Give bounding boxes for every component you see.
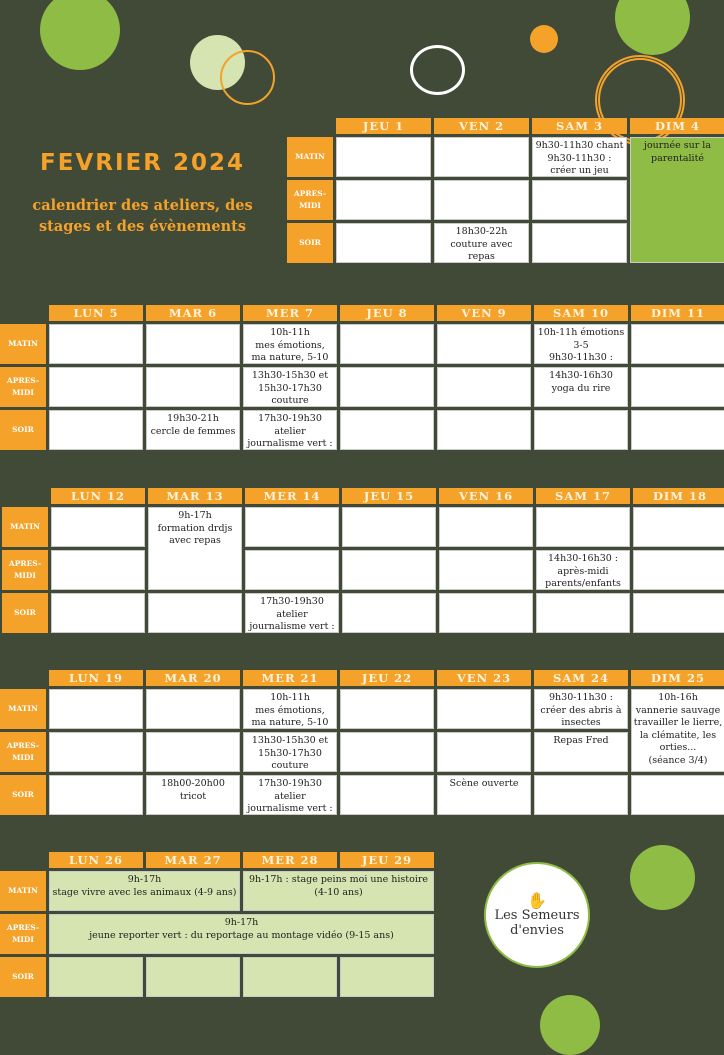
empty-cell[interactable] — [534, 410, 628, 450]
slot-label: SOIR — [0, 410, 46, 450]
empty-cell[interactable] — [336, 180, 431, 220]
empty-cell[interactable] — [342, 550, 436, 590]
empty-cell[interactable] — [342, 593, 436, 633]
week-4 — [0, 670, 724, 815]
empty-cell[interactable] — [633, 507, 724, 547]
event-cell[interactable]: 9h-17h stage vivre avec les animaux (4-9 ans) — [49, 871, 240, 911]
empty-cell[interactable] — [49, 732, 143, 772]
empty-cell[interactable] — [49, 324, 143, 364]
day-header: JEU 22 — [340, 670, 434, 686]
empty-cell[interactable] — [245, 550, 339, 590]
slot-label: APRES- MIDI — [287, 180, 333, 220]
day-header: LUN 19 — [49, 670, 143, 686]
page-title: FEVRIER 2024 — [40, 150, 245, 176]
event-cell[interactable]: 13h30-15h30 et 15h30-17h30 couture — [243, 367, 337, 407]
event-cell[interactable]: 10h-16h vannerie sauvage travailler le lierre, la clématite, les orties... (séance 3/4) — [631, 689, 724, 772]
empty-cell[interactable] — [340, 410, 434, 450]
week-3 — [2, 488, 724, 633]
page-subtitle: calendrier des ateliers, des stages et des évènements — [32, 197, 253, 235]
day-header: DIM 11 — [631, 305, 724, 321]
empty-cell[interactable] — [146, 324, 240, 364]
week-5 — [0, 852, 434, 997]
empty-cell[interactable] — [439, 550, 533, 590]
event-cell[interactable]: 17h30-19h30 atelier journalisme vert : — [243, 775, 337, 815]
empty-cell[interactable] — [148, 593, 242, 633]
event-cell[interactable]: 14h30-16h30 : après-midi parents/enfants — [536, 550, 630, 590]
empty-cell[interactable] — [49, 957, 143, 997]
day-header: LUN 5 — [49, 305, 143, 321]
logo-line2: d'envies — [510, 922, 564, 938]
empty-cell[interactable] — [532, 180, 627, 220]
empty-cell[interactable] — [336, 137, 431, 177]
empty-cell[interactable] — [146, 689, 240, 729]
day-header: JEU 1 — [336, 118, 431, 134]
day-header: LUN 12 — [51, 488, 145, 504]
decor-ring — [410, 45, 465, 95]
empty-cell[interactable] — [434, 180, 529, 220]
event-cell[interactable]: 10h-11h mes émotions, ma nature, 5-10 — [243, 324, 337, 364]
empty-cell[interactable] — [49, 410, 143, 450]
empty-cell[interactable] — [245, 507, 339, 547]
empty-cell[interactable] — [439, 507, 533, 547]
decor-circle — [615, 0, 690, 55]
empty-cell[interactable] — [51, 550, 145, 590]
day-header: VEN 16 — [439, 488, 533, 504]
slot-label: APRES- MIDI — [0, 732, 46, 772]
decor-circle — [530, 25, 558, 53]
empty-cell[interactable] — [146, 732, 240, 772]
day-header: SAM 3 — [532, 118, 627, 134]
empty-cell[interactable] — [631, 410, 724, 450]
empty-cell[interactable] — [336, 223, 431, 263]
empty-cell[interactable] — [340, 775, 434, 815]
event-cell[interactable]: 10h-11h émotions 3-5 9h30-11h30 : — [534, 324, 628, 364]
empty-cell[interactable] — [51, 507, 145, 547]
event-cell[interactable]: 18h00-20h00 tricot — [146, 775, 240, 815]
slot-label: APRES- MIDI — [0, 367, 46, 407]
slot-label: SOIR — [287, 223, 333, 263]
event-cell[interactable]: 17h30-19h30 atelier journalisme vert : — [243, 410, 337, 450]
day-header: MAR 20 — [146, 670, 240, 686]
day-header: MER 21 — [243, 670, 337, 686]
event-cell[interactable]: 18h30-22h couture avec repas — [434, 223, 529, 263]
empty-cell[interactable] — [437, 410, 531, 450]
day-header: JEU 29 — [340, 852, 434, 868]
event-cell[interactable]: 9h-17h formation drdjs avec repas — [148, 507, 242, 590]
event-cell[interactable]: Repas Fred — [534, 732, 628, 772]
logo — [484, 862, 590, 968]
event-cell[interactable]: 9h30-11h30 chant 9h30-11h30 : créer un jeu — [532, 137, 627, 177]
day-header: SAM 17 — [536, 488, 630, 504]
event-cell[interactable]: journée sur la parentalité — [630, 137, 724, 263]
empty-cell[interactable] — [633, 550, 724, 590]
slot-label: MATIN — [287, 137, 333, 177]
slot-label: SOIR — [0, 957, 46, 997]
event-cell[interactable]: 9h30-11h30 : créer des abris à insectes — [534, 689, 628, 729]
decor-circle — [630, 845, 695, 910]
day-header: VEN 23 — [437, 670, 531, 686]
slot-label: MATIN — [2, 507, 48, 547]
day-header: MER 14 — [245, 488, 339, 504]
slot-label: SOIR — [2, 593, 48, 633]
empty-cell[interactable] — [340, 689, 434, 729]
empty-cell[interactable] — [49, 367, 143, 407]
day-header: VEN 9 — [437, 305, 531, 321]
empty-cell[interactable] — [342, 507, 436, 547]
day-header: LUN 26 — [49, 852, 143, 868]
decor-circle — [40, 0, 120, 70]
empty-cell[interactable] — [536, 593, 630, 633]
empty-cell[interactable] — [631, 367, 724, 407]
empty-cell[interactable] — [146, 957, 240, 997]
slot-label: SOIR — [0, 775, 46, 815]
slot-label: MATIN — [0, 871, 46, 911]
slot-label: APRES- MIDI — [0, 914, 46, 954]
empty-cell[interactable] — [243, 957, 337, 997]
day-header: SAM 24 — [534, 670, 628, 686]
empty-cell[interactable] — [633, 593, 724, 633]
event-cell[interactable]: 10h-11h mes émotions, ma nature, 5-10 — [243, 689, 337, 729]
day-header: MER 7 — [243, 305, 337, 321]
day-header: DIM 18 — [633, 488, 724, 504]
day-header: MER 28 — [243, 852, 337, 868]
day-header: SAM 10 — [534, 305, 628, 321]
event-cell[interactable]: 9h-17h jeune reporter vert : du reportage au montage vidéo (9-15 ans) — [49, 914, 434, 954]
day-header: MAR 13 — [148, 488, 242, 504]
slot-label: MATIN — [0, 689, 46, 729]
day-header: DIM 25 — [631, 670, 724, 686]
empty-cell[interactable] — [340, 367, 434, 407]
empty-cell[interactable] — [631, 775, 724, 815]
event-cell[interactable]: Scène ouverte — [437, 775, 531, 815]
slot-label: APRES- MIDI — [2, 550, 48, 590]
empty-cell[interactable] — [534, 775, 628, 815]
day-header: MAR 27 — [146, 852, 240, 868]
empty-cell[interactable] — [340, 324, 434, 364]
empty-cell[interactable] — [532, 223, 627, 263]
empty-cell[interactable] — [439, 593, 533, 633]
logo-line1: Les Semeurs — [494, 907, 580, 923]
logo-hand-icon: ✋ — [527, 890, 547, 910]
day-header: VEN 2 — [434, 118, 529, 134]
empty-cell[interactable] — [51, 593, 145, 633]
event-cell[interactable]: 14h30-16h30 yoga du rire — [534, 367, 628, 407]
empty-cell[interactable] — [631, 324, 724, 364]
empty-cell[interactable] — [437, 324, 531, 364]
event-cell[interactable]: 13h30-15h30 et 15h30-17h30 couture — [243, 732, 337, 772]
day-header: MAR 6 — [146, 305, 240, 321]
event-cell[interactable]: 19h30-21h cercle de femmes — [146, 410, 240, 450]
slot-label: MATIN — [0, 324, 46, 364]
event-cell[interactable]: 17h30-19h30 atelier journalisme vert : — [245, 593, 339, 633]
day-header: DIM 4 — [630, 118, 724, 134]
week-2 — [0, 305, 724, 450]
day-header: JEU 15 — [342, 488, 436, 504]
empty-cell[interactable] — [434, 137, 529, 177]
empty-cell[interactable] — [437, 732, 531, 772]
empty-cell[interactable] — [536, 507, 630, 547]
week-1 — [287, 118, 724, 263]
empty-cell[interactable] — [340, 732, 434, 772]
empty-cell[interactable] — [146, 367, 240, 407]
empty-cell[interactable] — [340, 957, 434, 997]
empty-cell[interactable] — [49, 775, 143, 815]
event-cell[interactable]: 9h-17h : stage peins moi une histoire (4-10 ans) — [243, 871, 434, 911]
decor-ring — [220, 50, 275, 105]
empty-cell[interactable] — [437, 689, 531, 729]
decor-circle — [540, 995, 600, 1055]
empty-cell[interactable] — [49, 689, 143, 729]
day-header: JEU 8 — [340, 305, 434, 321]
empty-cell[interactable] — [437, 367, 531, 407]
